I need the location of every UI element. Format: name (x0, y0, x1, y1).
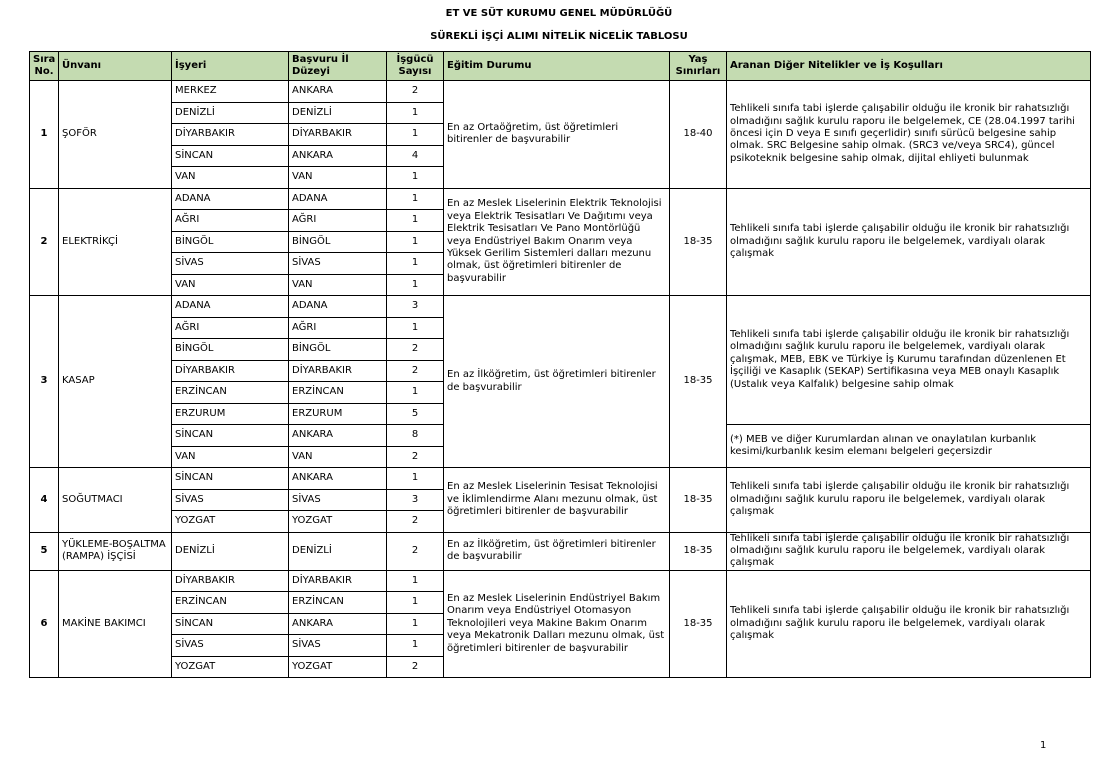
education-requirement: En az Meslek Liselerinin Endüstriyel Bakım Onarım veya Endüstriyel Otomasyon Teknolojileri veya Makine Bakım Onarım veya Mekatronik Dalları mezunu olmak, üst öğretimleri bitirenler de başvurabilir (444, 570, 670, 678)
application-province-cell: AĞRI (289, 317, 387, 339)
table-row (30, 296, 1091, 318)
age-limit: 18-35 (670, 532, 727, 570)
workforce-count-cell: 1 (387, 592, 444, 614)
application-province-cell: ADANA (289, 296, 387, 318)
workforce-count-cell: 1 (387, 210, 444, 232)
row-number: 2 (30, 188, 59, 296)
application-province-cell: SİVAS (289, 635, 387, 657)
application-province-cell: ANKARA (289, 145, 387, 167)
table-row (30, 468, 1091, 490)
workforce-count-cell: 2 (387, 339, 444, 361)
workplace-cell: BİNGÖL (172, 231, 289, 253)
application-province-cell: VAN (289, 167, 387, 189)
workforce-count-cell: 2 (387, 511, 444, 533)
education-requirement: En az İlköğretim, üst öğretimleri bitirenler de başvurabilir (444, 296, 670, 468)
job-title: MAKİNE BAKIMCI (59, 570, 172, 678)
workplace-cell: AĞRI (172, 317, 289, 339)
document-subtitle: SÜREKLİ İŞÇİ ALIMI NİTELİK NİCELİK TABLOSU (430, 31, 688, 42)
workforce-count-cell: 1 (387, 167, 444, 189)
table-header-row (30, 52, 1091, 81)
education-requirement: En az Ortaöğretim, üst öğretimleri bitirenler de başvurabilir (444, 81, 670, 189)
workplace-cell: VAN (172, 446, 289, 468)
workforce-count-cell: 1 (387, 124, 444, 146)
workforce-count-cell: 8 (387, 425, 444, 447)
table-body (30, 81, 1091, 678)
workforce-count-cell: 5 (387, 403, 444, 425)
document-title: ET VE SÜT KURUMU GENEL MÜDÜRLÜĞÜ (445, 8, 673, 19)
application-province-cell: SİVAS (289, 489, 387, 511)
job-title: ELEKTRİKÇİ (59, 188, 172, 296)
workforce-count-cell: 3 (387, 296, 444, 318)
row-number: 3 (30, 296, 59, 468)
row-number: 6 (30, 570, 59, 678)
col-header-diger: Aranan Diğer Nitelikler ve İş Koşulları (727, 52, 1091, 81)
application-province-cell: SİVAS (289, 253, 387, 275)
table-row (30, 188, 1091, 210)
application-province-cell: ERZURUM (289, 403, 387, 425)
application-province-cell: VAN (289, 446, 387, 468)
education-requirement: En az Meslek Liselerinin Elektrik Teknolojisi veya Elektrik Tesisatları Ve Dağıtımı veya Elektrik Tesisatları Ve Pano Montörlüğü veya Endüstriyel Bakım Onarım veya Yüksek Gerilim Sistemleri dalları mezunu olmak, üst öğretimleri bitirenler de başvurabilir (444, 188, 670, 296)
workplace-cell: ERZİNCAN (172, 592, 289, 614)
job-title: ŞOFÖR (59, 81, 172, 189)
workforce-count-cell: 1 (387, 317, 444, 339)
qualification-table (29, 51, 1091, 678)
workplace-cell: DENİZLİ (172, 102, 289, 124)
application-province-cell: YOZGAT (289, 511, 387, 533)
job-title: SOĞUTMACI (59, 468, 172, 533)
col-header-yas: Yaş Sınırları (670, 52, 727, 81)
workforce-count-cell: 1 (387, 468, 444, 490)
workplace-cell: ERZURUM (172, 403, 289, 425)
application-province-cell: ANKARA (289, 468, 387, 490)
application-province-cell: DİYARBAKIR (289, 124, 387, 146)
workplace-cell: SİNCAN (172, 145, 289, 167)
workplace-cell: DİYARBAKIR (172, 360, 289, 382)
workplace-cell: MERKEZ (172, 81, 289, 103)
row-number: 4 (30, 468, 59, 533)
other-requirements: Tehlikeli sınıfa tabi işlerde çalışabilir olduğu ile kronik bir rahatsızlığı olmadığını sağlık kurulu raporu ile belgelemek, vardiyalı olarak çalışmak (727, 532, 1091, 570)
application-province-cell: VAN (289, 274, 387, 296)
workforce-count-cell: 2 (387, 360, 444, 382)
workplace-cell: SİNCAN (172, 425, 289, 447)
age-limit: 18-35 (670, 296, 727, 468)
requirements-note: (*) MEB ve diğer Kurumlardan alınan ve onaylatılan kurbanlık kesimi/kurbanlık kesim elemanı belgeleri geçersizdir (727, 425, 1091, 468)
workplace-cell: SİVAS (172, 253, 289, 275)
table-row (30, 570, 1091, 592)
col-header-isgucu: İşgücü Sayısı (387, 52, 444, 81)
row-number: 5 (30, 532, 59, 570)
application-province-cell: YOZGAT (289, 656, 387, 678)
workforce-count-cell: 1 (387, 635, 444, 657)
other-requirements: Tehlikeli sınıfa tabi işlerde çalışabilir olduğu ile kronik bir rahatsızlığı olmadığını sağlık kurulu raporu ile belgelemek, vardiyalı olarak çalışmak (727, 570, 1091, 678)
workplace-cell: DENİZLİ (172, 532, 289, 570)
col-header-isyeri: İşyeri (172, 52, 289, 81)
workforce-count-cell: 1 (387, 102, 444, 124)
workforce-count-cell: 2 (387, 446, 444, 468)
workplace-cell: YOZGAT (172, 511, 289, 533)
workplace-cell: BİNGÖL (172, 339, 289, 361)
other-requirements: Tehlikeli sınıfa tabi işlerde çalışabilir olduğu ile kronik bir rahatsızlığı olmadığını sağlık kurulu raporu ile belgelemek, vardiyalı olarak çalışmak, MEB, EBK ve Türkiye İş Kurumu tarafından düzenlenen Et İşçiliği ve Kasaplık (SEKAP) Sertifikasına veya MEB onaylı Kasaplık (Ustalık veya Kalfalık) belgesine sahip olmak (727, 296, 1091, 425)
workforce-count-cell: 4 (387, 145, 444, 167)
job-title: KASAP (59, 296, 172, 468)
workforce-count-cell: 1 (387, 231, 444, 253)
col-header-egitim: Eğitim Durumu (444, 52, 670, 81)
row-number: 1 (30, 81, 59, 189)
workplace-cell: VAN (172, 274, 289, 296)
workplace-cell: VAN (172, 167, 289, 189)
workplace-cell: ADANA (172, 188, 289, 210)
education-requirement: En az Meslek Liselerinin Tesisat Teknolojisi ve İklimlendirme Alanı mezunu olmak, üst öğretimleri bitirenler de başvurabilir (444, 468, 670, 533)
workforce-count-cell: 2 (387, 656, 444, 678)
age-limit: 18-35 (670, 468, 727, 533)
application-province-cell: DİYARBAKIR (289, 570, 387, 592)
workplace-cell: SİVAS (172, 635, 289, 657)
workplace-cell: DİYARBAKIR (172, 570, 289, 592)
workforce-count-cell: 2 (387, 81, 444, 103)
application-province-cell: DENİZLİ (289, 102, 387, 124)
workplace-cell: DİYARBAKIR (172, 124, 289, 146)
application-province-cell: ANKARA (289, 425, 387, 447)
age-limit: 18-40 (670, 81, 727, 189)
page-number: 1 (1040, 740, 1047, 751)
application-province-cell: BİNGÖL (289, 231, 387, 253)
application-province-cell: AĞRI (289, 210, 387, 232)
application-province-cell: DİYARBAKIR (289, 360, 387, 382)
table-row (30, 81, 1091, 103)
workforce-count-cell: 1 (387, 613, 444, 635)
workplace-cell: ADANA (172, 296, 289, 318)
workplace-cell: YOZGAT (172, 656, 289, 678)
workforce-count-cell: 1 (387, 382, 444, 404)
application-province-cell: ADANA (289, 188, 387, 210)
application-province-cell: BİNGÖL (289, 339, 387, 361)
application-province-cell: ANKARA (289, 613, 387, 635)
age-limit: 18-35 (670, 188, 727, 296)
application-province-cell: ANKARA (289, 81, 387, 103)
other-requirements: Tehlikeli sınıfa tabi işlerde çalışabilir olduğu ile kronik bir rahatsızlığı olmadığını sağlık kurulu raporu ile belgelemek, CE (28.04.1997 tarihi öncesi için D veya E sınıfı geçerlidir) sınıfı sürücü belgesine sahip olmak. SRC Belgesine sahip olmak. (SRC3 ve/veya SRC4), güncel psikoteknik belgesine sahip olmak, dijital ehliyeti bulunmak (727, 81, 1091, 189)
other-requirements: Tehlikeli sınıfa tabi işlerde çalışabilir olduğu ile kronik bir rahatsızlığı olmadığını sağlık kurulu raporu ile belgelemek, vardiyalı olarak çalışmak (727, 188, 1091, 296)
workplace-cell: AĞRI (172, 210, 289, 232)
workplace-cell: ERZİNCAN (172, 382, 289, 404)
age-limit: 18-35 (670, 570, 727, 678)
job-title: YÜKLEME-BOŞALTMA (RAMPA) İŞÇİSİ (59, 532, 172, 570)
workforce-count-cell: 1 (387, 274, 444, 296)
application-province-cell: ERZİNCAN (289, 592, 387, 614)
workforce-count-cell: 1 (387, 188, 444, 210)
workforce-count-cell: 2 (387, 532, 444, 570)
col-header-basvuru: Başvuru İl Düzeyi (289, 52, 387, 81)
application-province-cell: ERZİNCAN (289, 382, 387, 404)
workforce-count-cell: 1 (387, 570, 444, 592)
workplace-cell: SİVAS (172, 489, 289, 511)
table-row (30, 532, 1091, 570)
workforce-count-cell: 3 (387, 489, 444, 511)
application-province-cell: DENİZLİ (289, 532, 387, 570)
education-requirement: En az İlköğretim, üst öğretimleri bitirenler de başvurabilir (444, 532, 670, 570)
workplace-cell: SİNCAN (172, 613, 289, 635)
col-header-unvani: Ünvanı (59, 52, 172, 81)
col-header-sira: Sıra No. (30, 52, 59, 81)
workforce-count-cell: 1 (387, 253, 444, 275)
workplace-cell: SİNCAN (172, 468, 289, 490)
other-requirements: Tehlikeli sınıfa tabi işlerde çalışabilir olduğu ile kronik bir rahatsızlığı olmadığını sağlık kurulu raporu ile belgelemek, vardiyalı olarak çalışmak (727, 468, 1091, 533)
